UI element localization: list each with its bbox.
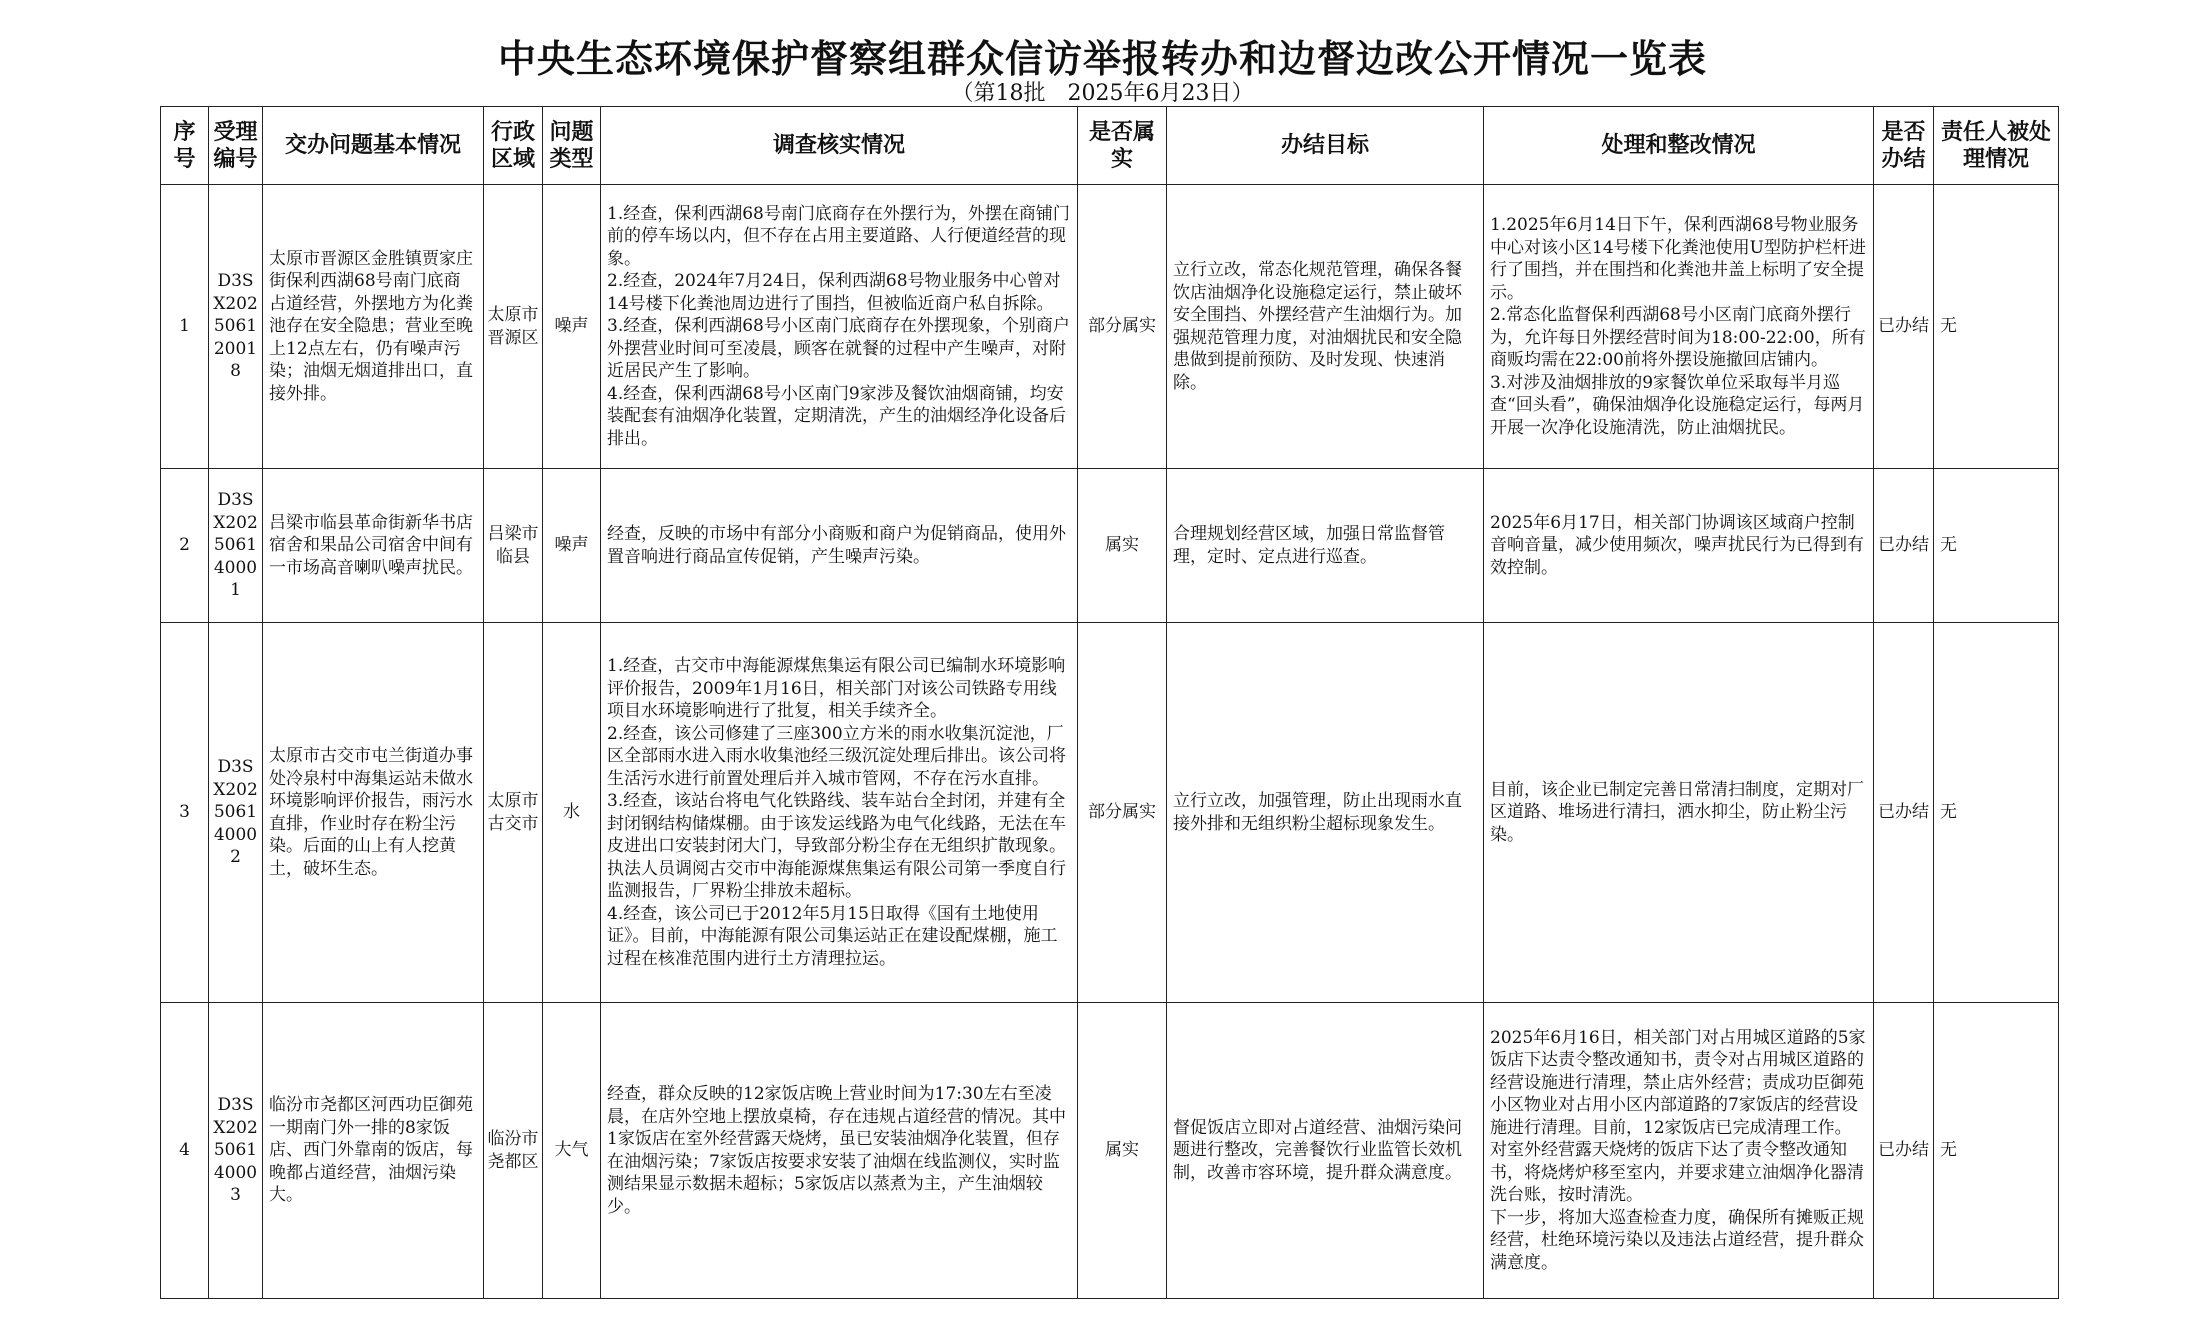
- cell-code: D3SX202506140002: [209, 623, 263, 1003]
- header-handling: 处理和整改情况: [1484, 107, 1874, 185]
- petition-table: [160, 106, 2059, 1299]
- cell-accountability: 无: [1934, 623, 2059, 1003]
- cell-seq: 2: [161, 469, 209, 623]
- table-row: [161, 185, 2059, 469]
- cell-goal: 督促饭店立即对占道经营、油烟污染问题进行整改，完善餐饮行业监管长效机制，改善市容环境，提升群众满意度。: [1167, 1003, 1484, 1299]
- cell-goal: 立行立改，加强管理，防止出现雨水直接外排和无组织粉尘超标现象发生。: [1167, 623, 1484, 1003]
- table-header-row: [161, 107, 2059, 185]
- cell-issue: 吕梁市临县革命街新华书店宿舍和果品公司宿舍中间有一市场高音喇叭噪声扰民。: [263, 469, 484, 623]
- cell-goal: 合理规划经营区域，加强日常监督管理，定时、定点进行巡查。: [1167, 469, 1484, 623]
- cell-seq: 1: [161, 185, 209, 469]
- cell-handling: 2025年6月17日，相关部门协调该区域商户控制音响音量，减少使用频次，噪声扰民行为已得到有效控制。: [1484, 469, 1874, 623]
- cell-closed: 已办结: [1874, 623, 1934, 1003]
- cell-investigation: 经查，反映的市场中有部分小商贩和商户为促销商品，使用外置音响进行商品宣传促销，产生噪声污染。: [601, 469, 1078, 623]
- cell-issue: 临汾市尧都区河西功臣御苑一期南门外一排的8家饭店、西门外靠南的饭店，每晚都占道经营，油烟污染大。: [263, 1003, 484, 1299]
- cell-handling: 2025年6月16日，相关部门对占用城区道路的5家饭店下达责令整改通知书，责令对占用城区道路的经营设施进行清理，禁止店外经营；责成功臣御苑小区物业对占用小区内部道路的7家饭店的经营设施进行清理。目前，12家饭店已完成清理工作。对室外经营露天烧烤的饭店下达了责令整改通知书，将烧烤炉移至室内，并要求建立油烟净化器清洗台账，按时清洗。 下一步，将加大巡查检查力度，确保所有摊贩正规经营，杜绝环境污染以及违法占道经营，提升群众满意度。: [1484, 1003, 1874, 1299]
- cell-verified: 属实: [1078, 469, 1167, 623]
- cell-accountability: 无: [1934, 469, 2059, 623]
- cell-verified: 属实: [1078, 1003, 1167, 1299]
- cell-accountability: 无: [1934, 1003, 2059, 1299]
- cell-type: 噪声: [543, 185, 601, 469]
- cell-verified: 部分属实: [1078, 623, 1167, 1003]
- header-accountability: 责任人被处理情况: [1934, 107, 2059, 185]
- header-seq: 序号: [161, 107, 209, 185]
- header-closed: 是否办结: [1874, 107, 1934, 185]
- cell-investigation: 经查，群众反映的12家饭店晚上营业时间为17:30左右至凌晨，在店外空地上摆放桌椅，存在违规占道经营的情况。其中1家饭店在室外经营露天烧烤，虽已安装油烟净化装置，但存在油烟污染；7家饭店按要求安装了油烟在线监测仪，实时监测结果显示数据未超标；5家饭店以蒸煮为主，产生油烟较少。: [601, 1003, 1078, 1299]
- cell-region: 吕梁市临县: [484, 469, 543, 623]
- cell-seq: 4: [161, 1003, 209, 1299]
- cell-handling: 1.2025年6月14日下午，保利西湖68号物业服务中心对该小区14号楼下化粪池使用U型防护栏杆进行了围挡，并在围挡和化粪池井盖上标明了安全提示。 2.常态化监督保利西湖68号小区南门底商外摆行为，允许每日外摆经营时间为18:00-22:00，所有商贩均需在22:00前将外摆设施撤回店铺内。 3.对涉及油烟排放的9家餐饮单位采取每半月巡查“回头看”，确保油烟净化设施稳定运行，每两月开展一次净化设施清洗，防止油烟扰民。: [1484, 185, 1874, 469]
- table-row: [161, 623, 2059, 1003]
- header-issue: 交办问题基本情况: [263, 107, 484, 185]
- cell-goal: 立行立改，常态化规范管理，确保各餐饮店油烟净化设施稳定运行，禁止破坏安全围挡、外摆经营产生油烟行为。加强规范管理力度，对油烟扰民和安全隐患做到提前预防、及时发现、快速消除。: [1167, 185, 1484, 469]
- table-row: [161, 1003, 2059, 1299]
- header-code: 受理编号: [209, 107, 263, 185]
- cell-region: 临汾市尧都区: [484, 1003, 543, 1299]
- header-goal: 办结目标: [1167, 107, 1484, 185]
- cell-region: 太原市古交市: [484, 623, 543, 1003]
- cell-issue: 太原市晋源区金胜镇贾家庄街保利西湖68号南门底商占道经营，外摆地方为化粪池存在安全隐患；营业至晚上12点左右，仍有噪声污染；油烟无烟道排出口，直接外排。: [263, 185, 484, 469]
- document-title: 中央生态环境保护督察组群众信访举报转办和边督边改公开情况一览表: [497, 36, 1707, 81]
- cell-closed: 已办结: [1874, 185, 1934, 469]
- cell-investigation: 1.经查，保利西湖68号南门底商存在外摆行为，外摆在商铺门前的停车场以内，但不存在占用主要道路、人行便道经营的现象。 2.经查，2024年7月24日，保利西湖68号物业服务中心曾对14号楼下化粪池周边进行了围挡，但被临近商户私自拆除。 3.经查，保利西湖68号小区南门底商存在外摆现象，个别商户外摆营业时间可至凌晨，顾客在就餐的过程中产生噪声，对附近居民产生了影响。 4.经查，保利西湖68号小区南门9家涉及餐饮油烟商铺，均安装配套有油烟净化装置，定期清洗，产生的油烟经净化设备后排出。: [601, 185, 1078, 469]
- cell-code: D3SX202506140001: [209, 469, 263, 623]
- cell-accountability: 无: [1934, 185, 2059, 469]
- table-row: [161, 469, 2059, 623]
- cell-code: D3SX202506120018: [209, 185, 263, 469]
- cell-type: 噪声: [543, 469, 601, 623]
- document-subtitle: （第18批 2025年6月23日）: [951, 81, 1254, 106]
- cell-investigation: 1.经查，古交市中海能源煤焦集运有限公司已编制水环境影响评价报告，2009年1月16日，相关部门对该公司铁路专用线项目水环境影响进行了批复，相关手续齐全。 2.经查，该公司修建了三座300立方米的雨水收集沉淀池，厂区全部雨水进入雨水收集池经三级沉淀处理后排出。该公司将生活污水进行前置处理后并入城市管网，不存在污水直排。 3.经查，该站台将电气化铁路线、装车站台全封闭，并建有全封闭钢结构储煤棚。由于该发运线路为电气化线路，无法在车皮进出口安装封闭大门，导致部分粉尘存在无组织扩散现象。执法人员调阅古交市中海能源煤焦集运有限公司第一季度自行监测报告，厂界粉尘排放未超标。 4.经查，该公司已于2012年5月15日取得《国有土地使用证》。目前，中海能源有限公司集运站正在建设配煤棚，施工过程在核准范围内进行土方清理拉运。: [601, 623, 1078, 1003]
- cell-region: 太原市晋源区: [484, 185, 543, 469]
- header-type: 问题类型: [543, 107, 601, 185]
- cell-closed: 已办结: [1874, 1003, 1934, 1299]
- header-investigation: 调查核实情况: [601, 107, 1078, 185]
- cell-code: D3SX202506140003: [209, 1003, 263, 1299]
- cell-type: 水: [543, 623, 601, 1003]
- cell-type: 大气: [543, 1003, 601, 1299]
- cell-handling: 目前，该企业已制定完善日常清扫制度，定期对厂区道路、堆场进行清扫，洒水抑尘，防止粉尘污染。: [1484, 623, 1874, 1003]
- cell-closed: 已办结: [1874, 469, 1934, 623]
- header-region: 行政区域: [484, 107, 543, 185]
- cell-issue: 太原市古交市屯兰街道办事处冷泉村中海集运站未做水环境影响评价报告，雨污水直排，作业时存在粉尘污染。后面的山上有人挖黄土，破坏生态。: [263, 623, 484, 1003]
- cell-verified: 部分属实: [1078, 185, 1167, 469]
- cell-seq: 3: [161, 623, 209, 1003]
- header-verified: 是否属实: [1078, 107, 1167, 185]
